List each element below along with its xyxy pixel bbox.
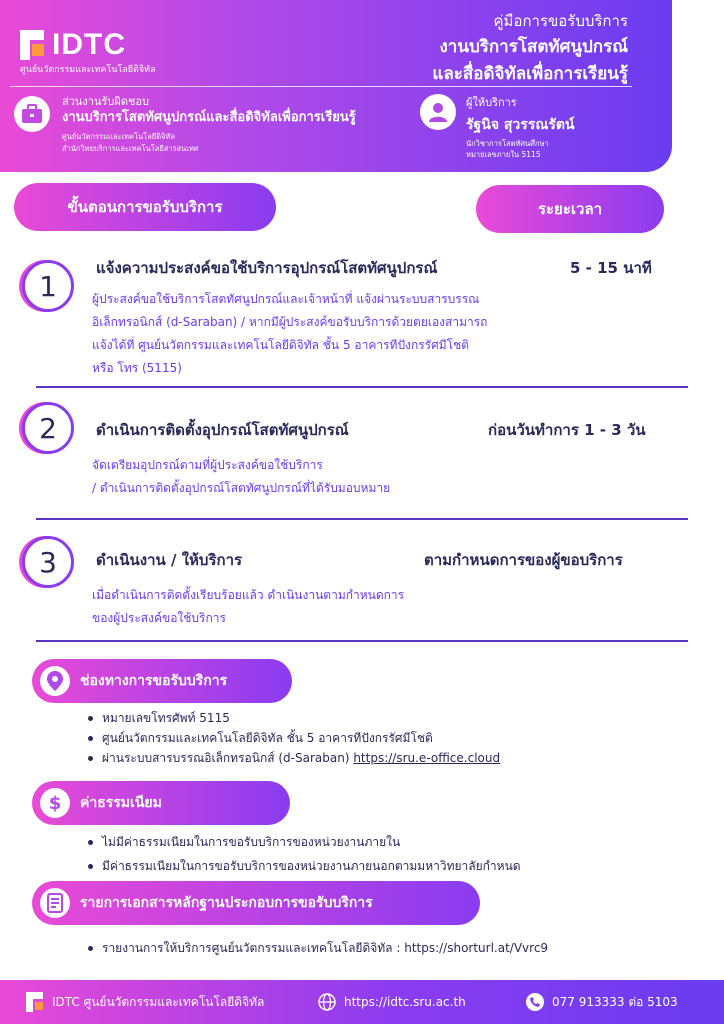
step-2-line: จัดเตรียมอุปกรณ์ตามที่ผู้ประสงค์ขอใช้บริการ [92, 458, 323, 472]
fees-list [86, 832, 521, 876]
step-3-number: 3 [22, 536, 74, 588]
list-item [86, 748, 500, 768]
step-1-line: ผู้ประสงค์ขอใช้บริการโสตทัศนูปกรณ์และเจ้าหน้าที่ แจ้งผ่านระบบสารบรรณ [92, 292, 480, 306]
document-icon [40, 888, 70, 918]
footer-org-text: IDTC ศูนย์นวัตกรรมและเทคโนโลยีดิจิทัล [52, 994, 265, 1009]
provider-position: นักวิชาการโสตทัศนศึกษา [466, 139, 549, 148]
list-item: มีค่าธรรมเนียมในการขอรับบริการของหน่วยงานภายนอกตามมหาวิทยาลัยกำหนด [86, 856, 521, 876]
dollar-icon: $ [40, 788, 70, 818]
page-title-line1: งานบริการโสตทัศนูปกรณ์ [439, 37, 628, 57]
footer-phone-text: 077 913333 ต่อ 5103 [552, 994, 678, 1009]
step-2-line: / ดำเนินการติดตั้งอุปกรณ์โสตทัศนูปกรณ์ที่ได้รับมอบหมาย [92, 481, 391, 495]
footer-org [26, 980, 264, 1024]
step-2-title: ดำเนินการติดตั้งอุปกรณ์โสตทัศนูปกรณ์ [96, 421, 349, 439]
phone-icon [526, 993, 544, 1011]
list-item-text: ผ่านระบบสารบรรณอิเล็กทรอนิกส์ (d-Saraban) [102, 751, 354, 765]
step-1-description [92, 288, 487, 380]
step-1-title: แจ้งความประสงค์ขอใช้บริการอุปกรณ์โสตทัศนูปกรณ์ [96, 259, 438, 277]
step-2-number: 2 [22, 402, 74, 454]
step-2-duration: ก่อนวันทำการ 1 - 3 วัน [488, 421, 646, 439]
department-subtitle-2: สำนักวิทยบริการและเทคโนโลยีสารสนเทศ [62, 144, 199, 153]
documents-heading [32, 881, 480, 925]
guide-label: คู่มือการขอรับบริการ [493, 12, 628, 30]
department-subtitle-1: ศูนย์นวัตกรรมและเทคโนโลยีดิจิทัล [62, 132, 175, 141]
documents-list [86, 938, 548, 958]
idtc-logo [20, 28, 126, 62]
channels-title: ช่องทางการขอรับบริการ [80, 673, 228, 689]
logo-text: IDTC [52, 28, 126, 61]
step-3-description [92, 584, 404, 630]
step-divider [36, 640, 688, 642]
channels-list [86, 708, 500, 768]
logo-subtitle: ศูนย์นวัตกรรมและเทคโนโลยีดิจิทัล [20, 65, 156, 75]
footer-bar [0, 980, 724, 1024]
idtc-logo-icon [20, 30, 46, 60]
step-1-line: อิเล็กทรอนิกส์ (d-Saraban) / หากมีผู้ประสงค์ขอรับบริการด้วยตยเองสามารถ [92, 315, 488, 329]
list-item: ไม่มีค่าธรรมเนียมในการขอรับบริการของหน่วยงานภายใน [86, 832, 521, 856]
footer-phone [526, 980, 678, 1024]
location-pin-icon [40, 666, 70, 696]
list-item: หมายเลขโทรศัพท์ 5115 [86, 708, 500, 728]
briefcase-icon [14, 96, 50, 132]
e-office-link[interactable]: https://sru.e-office.cloud [353, 751, 501, 765]
duration-heading-pill: ระยะเวลา [476, 185, 664, 233]
fees-heading [32, 781, 290, 825]
provider-extension: หมายเลขภายใน 5115 [466, 150, 541, 159]
department-label: ส่วนงานรับผิดชอบ [62, 95, 150, 108]
step-divider [36, 386, 688, 388]
globe-icon [318, 993, 336, 1011]
department-name: งานบริการโสตทัศนูปกรณ์และสื่อดิจิทัลเพื่อการเรียนรู้ [62, 110, 356, 125]
step-2-description [92, 454, 390, 500]
documents-title: รายการเอกสารหลักฐานประกอบการขอรับบริการ [80, 895, 373, 911]
step-1-line: หรือ โทร (5115) [92, 361, 182, 375]
header-divider [10, 86, 632, 87]
channels-heading [32, 659, 292, 703]
idtc-logo-icon [26, 992, 44, 1012]
step-divider [36, 518, 688, 520]
steps-heading-pill: ขั้นตอนการขอรับบริการ [14, 183, 276, 231]
person-icon [420, 94, 456, 130]
footer-website-text[interactable]: https://idtc.sru.ac.th [344, 995, 466, 1009]
list-item: รายงานการให้บริการศูนย์นวัตกรรมและเทคโนโลยีดิจิทัล : https://shorturl.at/Vvrc9 [86, 938, 548, 958]
step-1-line: แจ้งได้ที่ ศูนย์นวัตกรรมและเทคโนโลยีดิจิทัล ชั้น 5 อาคารทีปังกรรัศมีโชติ [92, 338, 470, 352]
list-item: ศูนย์นวัตกรรมและเทคโนโลยีดิจิทัล ชั้น 5 อาคารทีปังกรรัศมีโชติ [86, 728, 500, 748]
provider-name: รัฐนิจ สุวรรณรัตน์ [466, 117, 575, 133]
provider-label: ผู้ให้บริการ [466, 96, 517, 109]
step-1-number: 1 [22, 260, 74, 312]
step-1-duration: 5 - 15 นาที [570, 259, 652, 277]
step-3-line: เมื่อดำเนินการติดตั้งเรียบร้อยแล้ว ดำเนินงานตามกำหนดการ [92, 588, 405, 602]
header-banner [0, 0, 672, 172]
footer-website[interactable] [318, 980, 466, 1024]
fees-title: ค่าธรรมเนียม [80, 795, 162, 811]
page-title-line2: และสื่อดิจิทัลเพื่อการเรียนรู้ [432, 64, 628, 84]
step-3-title: ดำเนินงาน / ให้บริการ [96, 551, 243, 569]
step-3-duration: ตามกำหนดการของผู้ขอบริการ [424, 551, 623, 569]
step-3-line: ของผู้ประสงค์ขอใช้บริการ [92, 611, 226, 625]
